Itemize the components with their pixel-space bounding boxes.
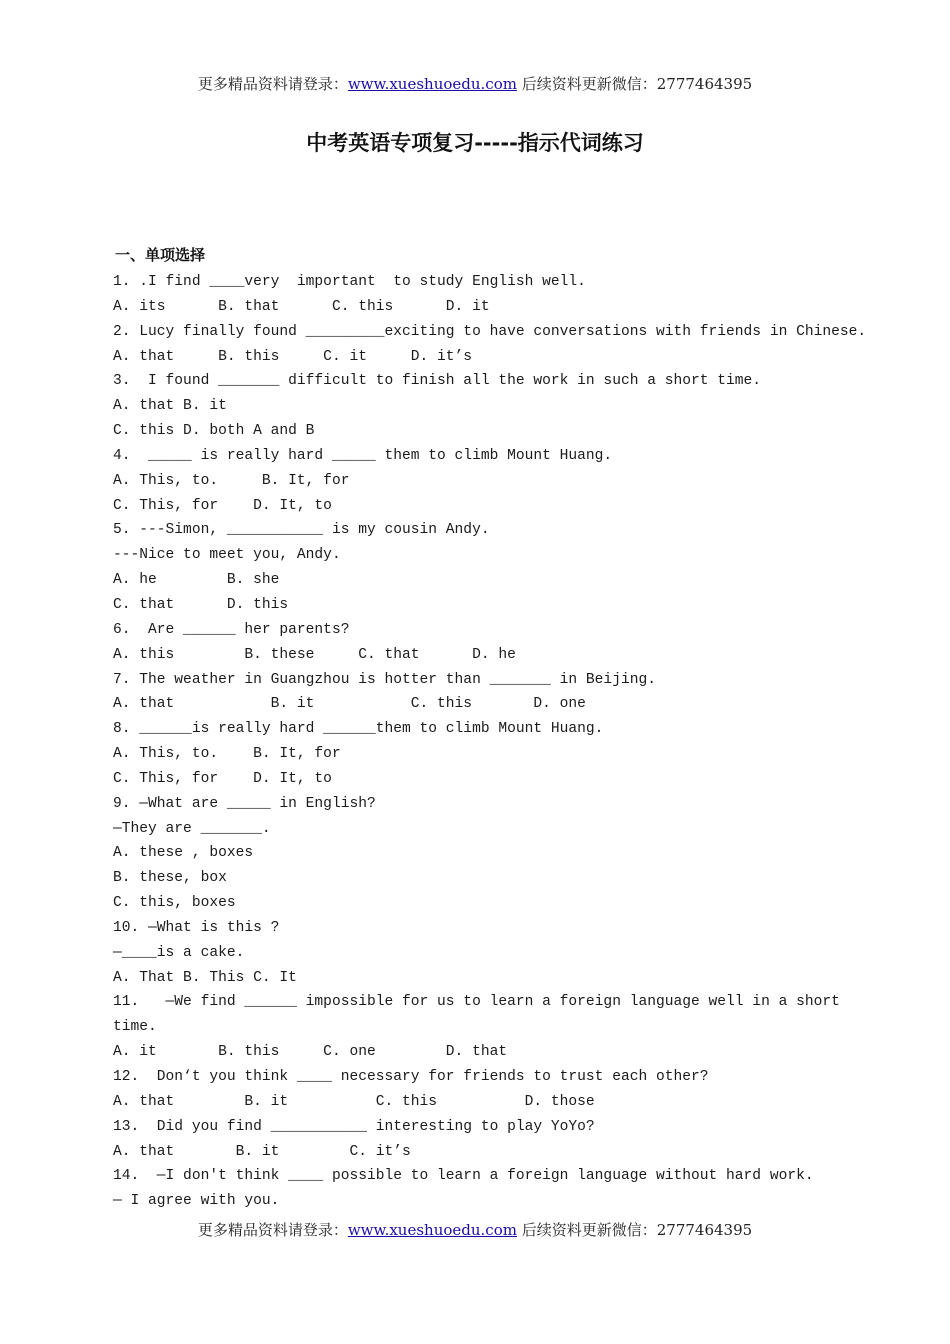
option-line: C. this D. both A and B xyxy=(113,423,315,440)
footer-prefix: 更多精品资料请登录： xyxy=(197,1221,348,1239)
section-title: 一、单项选择 xyxy=(115,246,206,264)
header-prefix: 更多精品资料请登录： xyxy=(197,75,348,93)
option-line: A. this B. these C. that D. he xyxy=(113,646,516,663)
option-line: A. that B. this C. it D. it’s xyxy=(113,348,473,365)
question-line: time. xyxy=(113,1019,157,1036)
option-line: C. that D. this xyxy=(113,596,289,613)
option-line: A. That B. This C. It xyxy=(113,969,297,986)
option-line: A. these , boxes xyxy=(113,845,254,862)
header-suffix: 后续资料更新微信：2777464395 xyxy=(521,75,753,93)
option-line: B. these, box xyxy=(113,870,227,887)
question-list xyxy=(113,270,867,1214)
question-line: 4. _____ is really hard _____ them to climb Mount Huang. xyxy=(113,447,613,464)
question-line: —They are _______. xyxy=(113,820,271,837)
question-line: 6. Are ______ her parents? xyxy=(113,621,350,638)
option-line: A. This, to. B. It, for xyxy=(113,746,341,763)
page-footer xyxy=(0,1221,950,1239)
question-line: —____is a cake. xyxy=(113,944,245,961)
question-line: 1. .I find ____very important to study English well. xyxy=(113,274,586,290)
question-line: 13. Did you find ___________ interesting to play YoYo? xyxy=(113,1118,595,1135)
question-line: 2. Lucy finally found _________exciting to have conversations with friends in Chinese. xyxy=(113,323,867,340)
question-line: ---Nice to meet you, Andy. xyxy=(113,547,341,564)
option-line: A. he B. she xyxy=(113,572,280,589)
question-line: 10. —What is this ? xyxy=(113,919,280,936)
page-title: 中考英语专项复习-----指示代词练习 xyxy=(306,131,644,155)
option-line: A. that B. it C. this D. one xyxy=(113,696,586,713)
footer-suffix: 后续资料更新微信：2777464395 xyxy=(521,1221,753,1239)
question-line: 3. I found _______ difficult to finish all the work in such a short time. xyxy=(113,373,762,390)
option-line: A. This, to. B. It, for xyxy=(113,472,350,489)
footer-link[interactable]: www.xueshuoedu.com xyxy=(347,1221,517,1239)
question-line: 5. ---Simon, ___________ is my cousin Andy. xyxy=(113,522,490,539)
option-line: A. that B. it xyxy=(113,398,227,415)
option-line: A. that B. it C. this D. those xyxy=(113,1093,595,1110)
option-line: C. This, for D. It, to xyxy=(113,497,332,514)
question-line: 8. ______is really hard ______them to climb Mount Huang. xyxy=(113,721,604,738)
question-line: 9. —What are _____ in English? xyxy=(113,795,376,812)
question-line: 14. —I don't think ____ possible to learn a foreign language without hard work. xyxy=(113,1168,814,1185)
option-line: A. its B. that C. this D. it xyxy=(113,298,490,315)
option-line: A. that B. it C. it’s xyxy=(113,1143,411,1160)
question-line: 7. The weather in Guangzhou is hotter than _______ in Beijing. xyxy=(113,671,656,688)
header-link[interactable]: www.xueshuoedu.com xyxy=(347,75,517,93)
option-line: A. it B. this C. one D. that xyxy=(113,1044,508,1061)
question-line: — I agree with you. xyxy=(113,1193,280,1210)
option-line: C. This, for D. It, to xyxy=(113,770,332,787)
page-header xyxy=(0,75,950,93)
option-line: C. this, boxes xyxy=(113,895,236,912)
question-line: 12. Don‘t you think ____ necessary for friends to trust each other? xyxy=(113,1069,709,1085)
question-line: 11. —We find ______ impossible for us to learn a foreign language well in a short xyxy=(113,994,840,1011)
